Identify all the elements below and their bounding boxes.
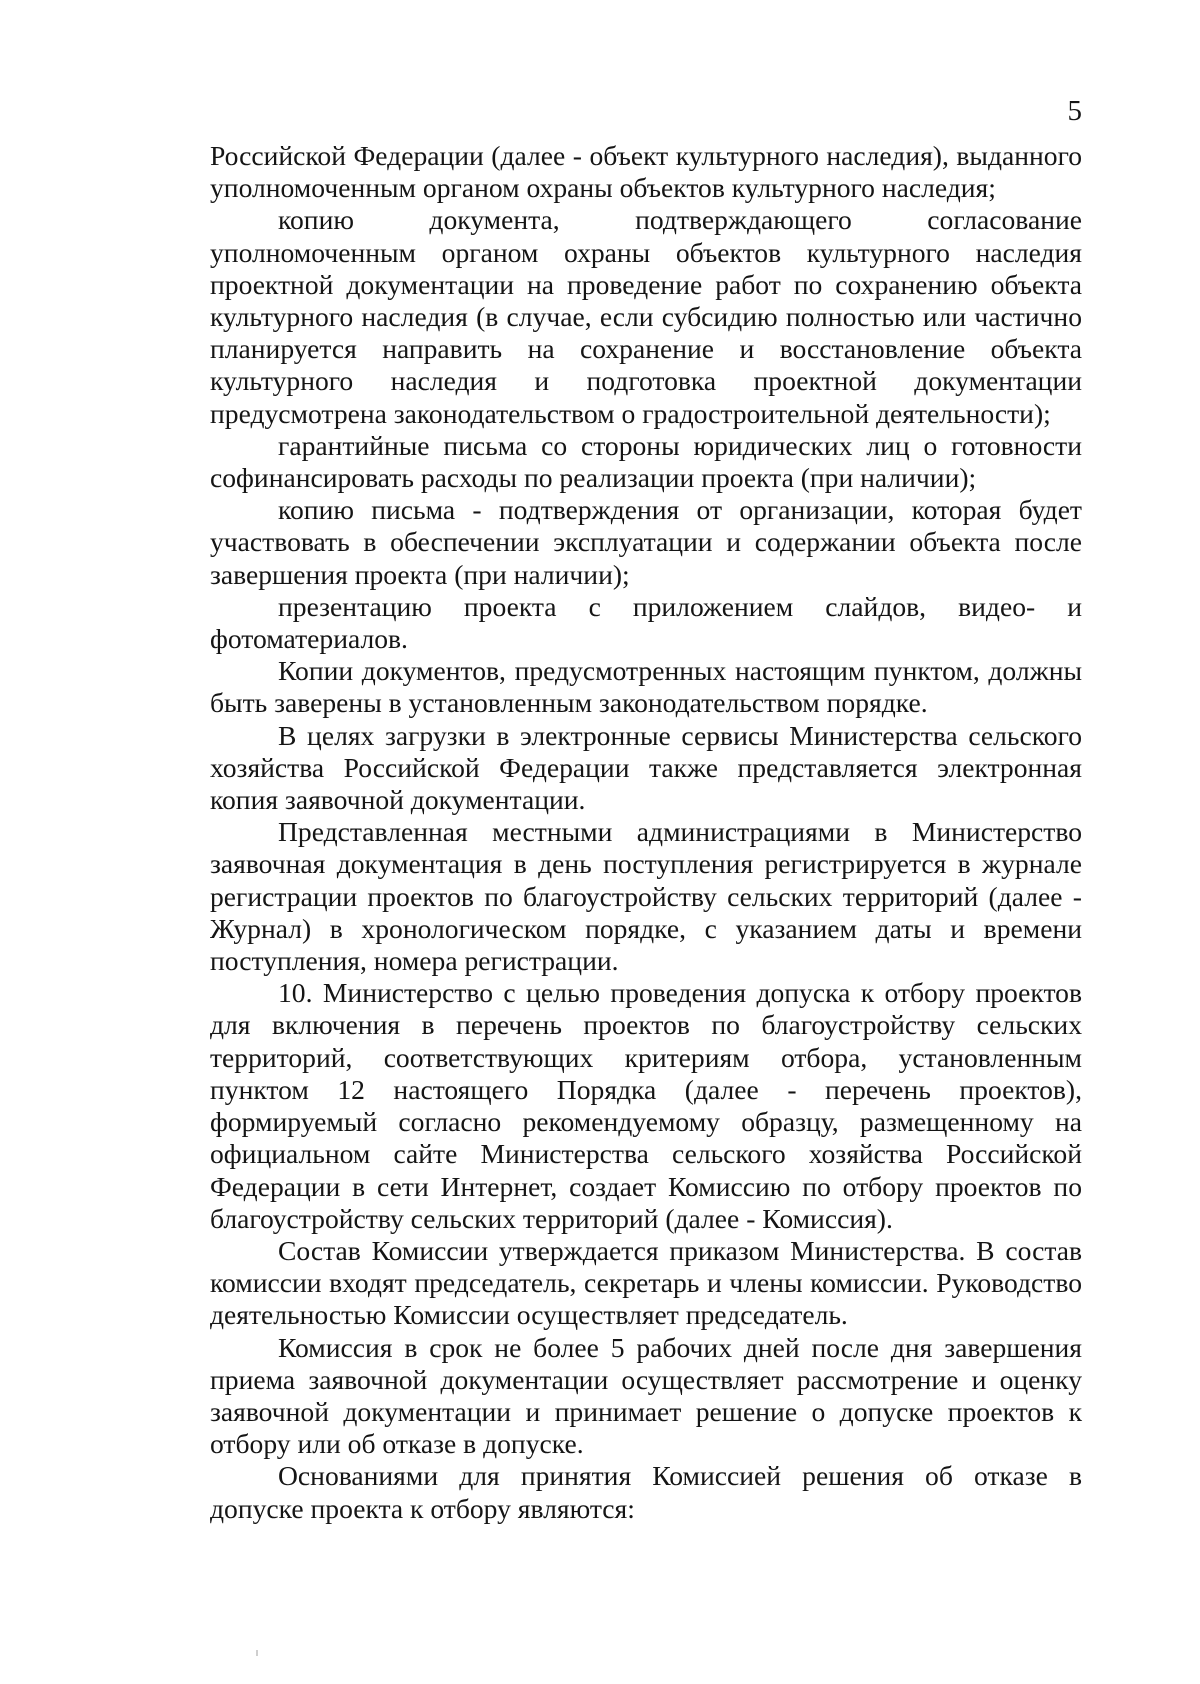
paragraph-registration-journal: Представленная местными администрациями в Министерство заявочная документация в день поступления регистрируется в журнале регистрации проектов по благоустройству сельских территорий (далее - Журнал) в хронологическом порядке, с указанием даты и времени поступления, номера регистрации.: [210, 816, 1082, 977]
paragraph-approval-document-copy: копию документа, подтверждающего согласование уполномоченным органом охраны объектов культурного наследия проектной документации на проведение работ по сохранению объекта культурного наследия (в случае, если субсидию полностью или частично планируется направить на сохранение и восстановление объекта культурного наследия и подготовка проектной документации предусмотрена законодательством о градостроительной деятельности);: [210, 204, 1082, 429]
paragraph-document-certification: Копии документов, предусмотренных настоящим пунктом, должны быть заверены в установленным законодательством порядке.: [210, 655, 1082, 719]
paragraph-cultural-heritage-continuation: Российской Федерации (далее - объект культурного наследия), выданного уполномоченным органом охраны объектов культурного наследия;: [210, 140, 1082, 204]
paragraph-commission-composition: Состав Комиссии утверждается приказом Министерства. В состав комиссии входят председатель, секретарь и члены комиссии. Руководство деятельностью Комиссии осуществляет председатель.: [210, 1234, 1082, 1331]
paragraph-refusal-grounds: Основаниями для принятия Комиссией решения об отказе в допуске проекта к отбору являются:: [210, 1460, 1082, 1524]
paragraph-confirmation-letter-copy: копию письма - подтверждения от организации, которая будет участвовать в обеспечении эксплуатации и содержании объекта после завершения проекта (при наличии);: [210, 494, 1082, 590]
document-body: [210, 140, 1082, 1525]
paragraph-project-presentation: презентацию проекта с приложением слайдов, видео- и фотоматериалов.: [210, 590, 1082, 655]
scan-artifact: [256, 1650, 258, 1656]
page-number: 5: [1067, 95, 1082, 127]
paragraph-electronic-copy: В целях загрузки в электронные сервисы Министерства сельского хозяйства Российской Федерации также представляется электронная копия заявочной документации.: [210, 719, 1082, 816]
paragraph-commission-review: Комиссия в срок не более 5 рабочих дней после дня завершения приема заявочной документации осуществляет рассмотрение и оценку заявочной документации и принимает решение о допуске проектов к отбору или об отказе в допуске.: [210, 1331, 1082, 1460]
paragraph-guarantee-letters: гарантийные письма со стороны юридических лиц о готовности софинансировать расходы по реализации проекта (при наличии);: [210, 429, 1082, 494]
paragraph-item-10-commission: 10. Министерство с целью проведения допуска к отбору проектов для включения в перечень проектов по благоустройству сельских территорий, соответствующих критериям отбора, установленным пунктом 12 настоящего Порядка (далее - перечень проектов), формируемый согласно рекомендуемому образцу, размещенному на официальном сайте Министерства сельского хозяйства Российской Федерации в сети Интернет, создает Комиссию по отбору проектов по благоустройству сельских территорий (далее - Комиссия).: [210, 977, 1082, 1234]
